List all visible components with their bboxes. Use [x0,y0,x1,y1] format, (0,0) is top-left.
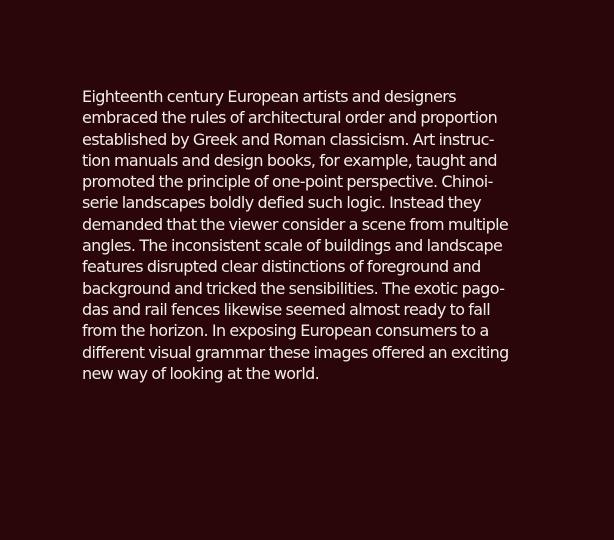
body-paragraph [82,86,552,384]
paragraph-line-1: Eighteenth century European artists and designers [82,87,456,106]
paragraph-line-4: tion manuals and design books, for example, taught and [82,150,497,170]
paragraph-line-2: embraced the rules of architectural order and proportion [82,108,498,128]
paragraph-line-9: features disrupted clear distinctions of foreground and [82,257,481,277]
paragraph-line-10: background and tricked the sensibilities. The exotic pago- [82,278,505,298]
paragraph-line-7: demanded that the viewer consider a scene from multiple [82,214,509,234]
paragraph-line-13: different visual grammar these images offered an exciting [82,342,509,362]
paragraph-line-11: das and rail fences likewise seemed almost ready to fall [82,299,491,319]
paragraph-line-12: from the horizon. In exposing European consumers to a [82,321,489,341]
paragraph-line-5: promoted the principle of one-point perspective. Chinoi- [82,172,493,192]
paragraph-line-8: angles. The inconsistent scale of buildings and landscape [82,236,503,256]
paragraph-line-3: established by Greek and Roman classicism. Art instruc- [82,129,494,149]
paragraph-line-6: serie landscapes boldly defied such logic. Instead they [82,193,481,213]
paragraph-line-14: new way of looking at the world. [82,363,320,383]
